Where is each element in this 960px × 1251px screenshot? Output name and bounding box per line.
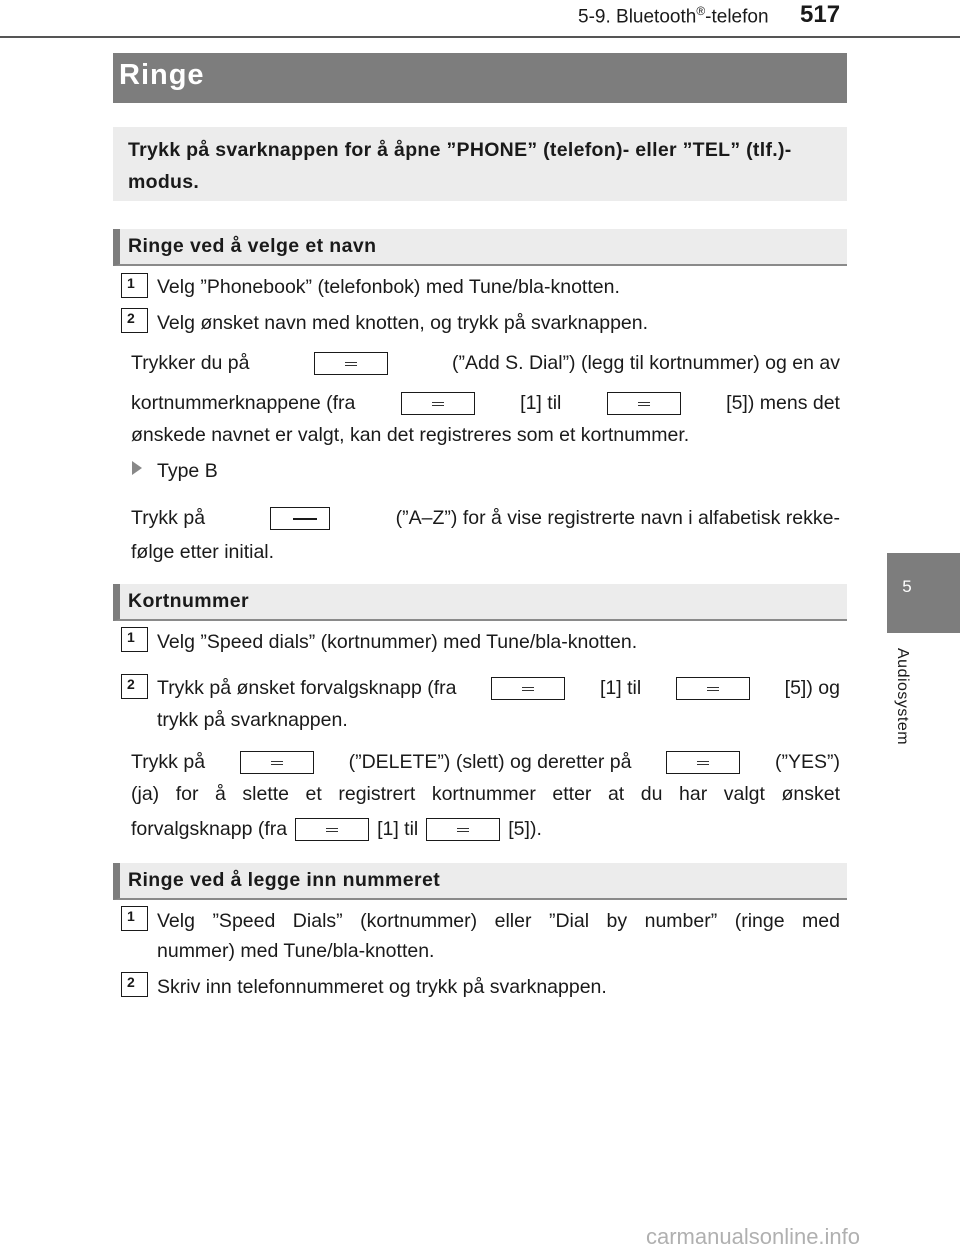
step-text: Skriv inn telefonnummeret og trykk på svarknappen. bbox=[157, 976, 607, 998]
step-text-line bbox=[157, 677, 840, 700]
chapter-number: 5 bbox=[902, 577, 912, 596]
text-run: kortnummerknappene (fra bbox=[131, 392, 356, 414]
page-number: 517 bbox=[800, 1, 841, 28]
section-heading-name bbox=[113, 229, 847, 266]
step-number: 1 bbox=[121, 906, 148, 931]
text-run: [1] til bbox=[377, 818, 419, 840]
preset-1-button-icon bbox=[491, 677, 565, 700]
watermark: carmanualsonline.info bbox=[646, 1224, 861, 1249]
text-run: [5]) mens det bbox=[726, 392, 840, 414]
text-run: [1] til bbox=[599, 677, 642, 699]
text-run: Trykk på ønsket forvalgsknapp (fra bbox=[157, 677, 457, 699]
step-number: 1 bbox=[121, 273, 148, 298]
page-title: Ringe bbox=[119, 59, 205, 91]
section-heading-text: Ringe ved å legge inn nummeret bbox=[128, 869, 441, 891]
preset-5-button-icon bbox=[676, 677, 750, 700]
text-run: [1] til bbox=[520, 392, 562, 414]
paragraph-line bbox=[131, 507, 840, 530]
bullet-triangle-icon bbox=[132, 461, 142, 475]
step-text-line: trykk på svarknappen. bbox=[157, 709, 348, 731]
add-speed-dial-button-icon bbox=[314, 352, 388, 375]
step-number: 1 bbox=[121, 627, 148, 652]
preset-5-button-icon bbox=[607, 392, 681, 415]
paragraph-line bbox=[131, 818, 542, 841]
step-text: Velg ønsket navn med knotten, og trykk på svarknappen. bbox=[157, 312, 649, 334]
step-text: Velg ”Speed dials” (kortnummer) med Tune/bla-knotten. bbox=[157, 631, 638, 653]
text-run: (”Add S. Dial”) (legg til kortnummer) og en av bbox=[452, 352, 840, 374]
chapter-label: Audiosystem bbox=[894, 648, 911, 746]
section-heading-speed-dial bbox=[113, 584, 847, 621]
text-run: forvalgsknapp (fra bbox=[131, 818, 288, 840]
paragraph-line: (ja) for å slette et registrert kortnummer etter at du har valgt ønsket bbox=[131, 783, 840, 805]
chapter-label-box bbox=[883, 648, 923, 768]
section-heading-dial-number bbox=[113, 863, 847, 900]
paragraph-line bbox=[131, 751, 840, 774]
step-text-line: nummer) med Tune/bla-knotten. bbox=[157, 940, 435, 962]
text-run: (”DELETE”) (slett) og deretter på bbox=[348, 751, 632, 773]
section-header-suffix: -telefon bbox=[705, 6, 769, 28]
text-run: (”A–Z”) for å vise registrerte navn i alfabetisk rekke- bbox=[395, 507, 840, 529]
paragraph-line bbox=[131, 392, 840, 415]
text-run: [5]). bbox=[508, 818, 542, 840]
type-label: Type B bbox=[157, 460, 218, 482]
section-heading-text: Ringe ved å velge et navn bbox=[128, 235, 377, 257]
yes-button-icon bbox=[666, 751, 740, 774]
section-heading-text: Kortnummer bbox=[128, 590, 250, 612]
text-run: Trykk på bbox=[131, 507, 206, 529]
step-number: 2 bbox=[121, 674, 148, 699]
text-run: Trykker du på bbox=[131, 352, 250, 374]
text-run: Trykk på bbox=[131, 751, 206, 773]
step-text-line: Velg ”Speed Dials” (kortnummer) eller ”Dial by number” (ringe med bbox=[157, 910, 840, 932]
text-run: (”YES”) bbox=[774, 751, 840, 773]
section-header bbox=[578, 4, 769, 28]
text-run: [5]) og bbox=[784, 677, 840, 699]
step-text: Velg ”Phonebook” (telefonbok) med Tune/bla-knotten. bbox=[157, 276, 620, 298]
header-divider bbox=[0, 36, 960, 38]
registered-mark: ® bbox=[696, 4, 706, 18]
intro-box: Trykk på svarknappen for å åpne ”PHONE” (telefon)- eller ”TEL” (tlf.)-modus. bbox=[113, 127, 847, 201]
a-z-button-icon bbox=[270, 507, 330, 530]
delete-button-icon bbox=[240, 751, 314, 774]
preset-1-button-icon bbox=[295, 818, 369, 841]
paragraph-line bbox=[131, 352, 840, 375]
paragraph-line: følge etter initial. bbox=[131, 541, 275, 563]
section-header-text: 5-9. Bluetooth bbox=[578, 6, 697, 28]
step-number: 2 bbox=[121, 972, 148, 997]
preset-5-button-icon bbox=[426, 818, 500, 841]
step-number: 2 bbox=[121, 308, 148, 333]
page-title-bar bbox=[113, 53, 847, 103]
preset-1-button-icon bbox=[401, 392, 475, 415]
paragraph-line: ønskede navnet er valgt, kan det registreres som et kortnummer. bbox=[131, 424, 690, 446]
